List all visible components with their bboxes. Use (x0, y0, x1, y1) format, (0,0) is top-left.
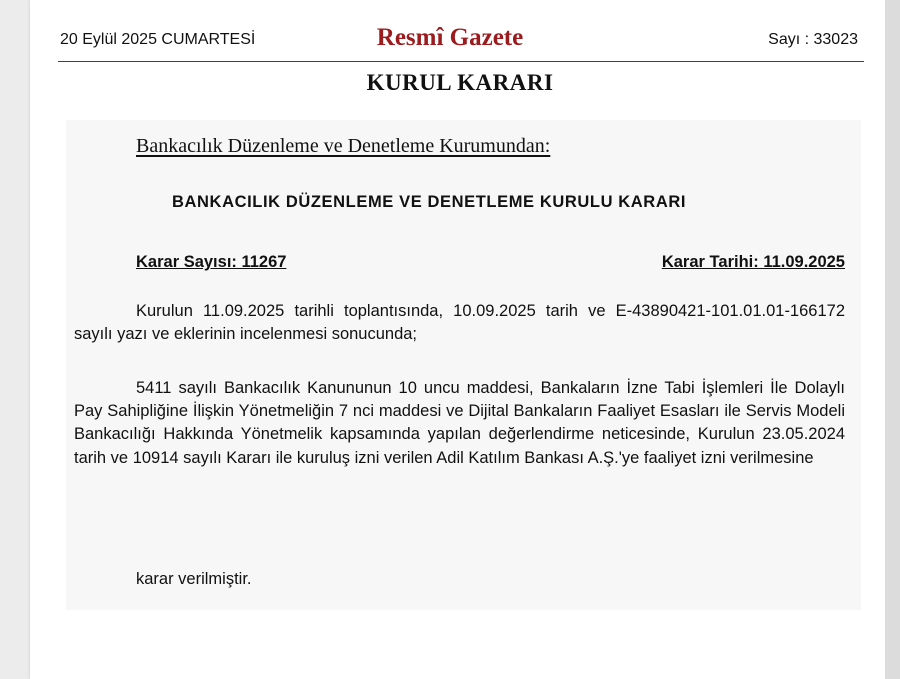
decision-number: Karar Sayısı: 11267 (136, 253, 287, 271)
gazette-title: Resmî Gazete (376, 24, 524, 51)
page-edge (885, 0, 900, 679)
section-title: KURUL KARARI (366, 70, 554, 95)
issue-number: Sayı : 33023 (768, 31, 858, 48)
decision-paragraph-1: Kurulun 11.09.2025 tarihli toplantısında, 10.09.2025 tarih ve E-43890421-101.01.01-166172 sayılı yazı ve eklerinin incelenmesi sonucunda; (74, 302, 845, 344)
decision-date: Karar Tarihi: 11.09.2025 (661, 253, 845, 271)
decision-paragraph-2: 5411 sayılı Bankacılık Kanununun 10 uncu maddesi, Bankaların İzne Tabi İşlemleri İle Dolaylı Pay Sahipliğine İlişkin Yönetmeliğin 7 nci maddesi ve Dijital Bankaların Faaliyet Esasları ile Servis Modeli Bankacılığı Hakkında Yönetmelik kapsamında yapılan değerlendirme neticesinde, Kurulun 23.05.2024 tarih ve 10914 sayılı Kararı ile kuruluş izni verilen Adil Katılım Bankası A.Ş.'ye faaliyet izni verilmesine (74, 379, 845, 467)
decision-heading: BANKACILIK DÜZENLEME VE DENETLEME KURULU KARARI (172, 193, 687, 211)
institution-name: Bankacılık Düzenleme ve Denetleme Kurumundan: (136, 135, 551, 157)
header-divider (58, 61, 864, 62)
issue-date: 20 Eylül 2025 CUMARTESİ (60, 31, 256, 48)
decision-closing: karar verilmiştir. (136, 570, 252, 588)
